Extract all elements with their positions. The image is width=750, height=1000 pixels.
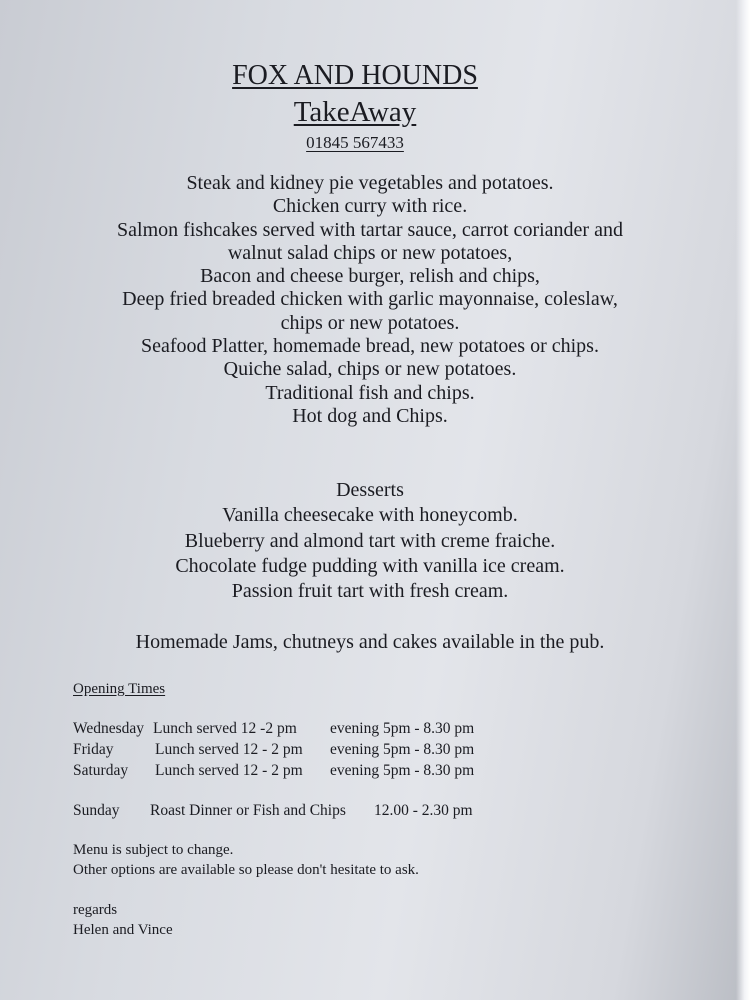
desserts-section <box>20 478 720 604</box>
other-options-note: Other options are available so please don't hesitate to ask. <box>73 862 419 878</box>
pub-note: Homemade Jams, chutneys and cakes available in the pub. <box>135 631 605 653</box>
opening-day: Saturday <box>73 762 129 779</box>
menu-line: walnut salad chips or new potatoes, <box>227 241 513 264</box>
opening-times-heading: Opening Times <box>73 681 166 697</box>
opening-day: Sunday <box>73 802 120 819</box>
menu-line: Deep fried breaded chicken with garlic mayonnaise, coleslaw, <box>122 288 618 311</box>
opening-lunch: Lunch served 12 - 2 pm <box>155 741 303 758</box>
opening-day: Friday <box>73 741 114 758</box>
menu-line: Hot dog and Chips. <box>292 404 448 427</box>
menu-line: Seafood Platter, homemade bread, new potatoes or chips. <box>141 335 599 358</box>
dessert-item: Blueberry and almond tart with creme fraiche. <box>184 529 556 552</box>
opening-evening: evening 5pm - 8.30 pm <box>330 741 475 758</box>
restaurant-name: FOX AND HOUNDS <box>232 60 478 91</box>
signoff-greeting: regards <box>73 902 118 918</box>
menu-line: Salmon fishcakes served with tartar sauce, carrot coriander and <box>117 218 623 241</box>
opening-evening: evening 5pm - 8.30 pm <box>330 720 475 737</box>
signoff-names: Helen and Vince <box>73 922 173 938</box>
dessert-item: Vanilla cheesecake with honeycomb. <box>222 504 518 527</box>
opening-day: Wednesday <box>73 720 145 737</box>
desserts-heading: Desserts <box>336 479 404 501</box>
takeaway-title: TakeAway <box>293 96 417 128</box>
menu-line: chips or new potatoes. <box>280 311 460 334</box>
phone-number: 01845 567433 <box>306 133 404 152</box>
paper-edge <box>736 0 750 1000</box>
menu-line: Bacon and cheese burger, relish and chips, <box>200 265 540 288</box>
sunday-offer: Roast Dinner or Fish and Chips <box>150 802 346 819</box>
menu-line: Quiche salad, chips or new potatoes. <box>223 358 517 381</box>
opening-lunch: Lunch served 12 - 2 pm <box>155 762 303 779</box>
menu-line: Steak and kidney pie vegetables and potatoes. <box>186 172 554 194</box>
mains-list <box>20 172 720 428</box>
opening-evening: evening 5pm - 8.30 pm <box>330 762 475 779</box>
dessert-item: Passion fruit tart with fresh cream. <box>231 580 509 603</box>
dessert-item: Chocolate fudge pudding with vanilla ice cream. <box>175 554 565 577</box>
menu-line: Traditional fish and chips. <box>265 381 475 404</box>
opening-lunch: Lunch served 12 -2 pm <box>153 720 297 737</box>
menu-change-note: Menu is subject to change. <box>73 842 234 858</box>
menu-line: Chicken curry with rice. <box>272 195 468 218</box>
sunday-time: 12.00 - 2.30 pm <box>374 802 473 819</box>
